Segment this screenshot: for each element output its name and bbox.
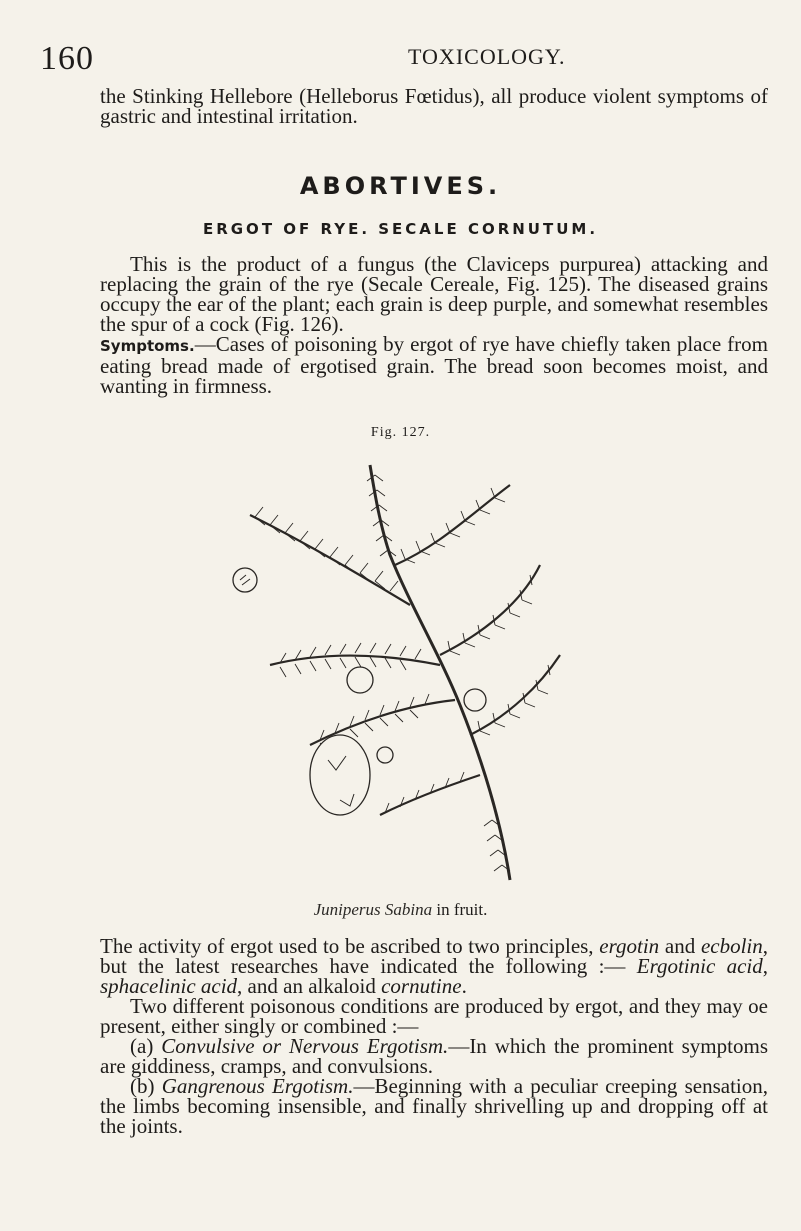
principles-and-alkaloid: , and an alkaloid <box>237 974 382 998</box>
form-b-label: (b) <box>130 1074 162 1098</box>
branch-left-mid <box>270 656 440 665</box>
page-number: 160 <box>40 40 94 77</box>
principles-section <box>100 936 768 1136</box>
branch-right-mid <box>440 565 540 655</box>
running-head: TOXICOLOGY. <box>408 44 566 69</box>
form-a-text: —In which the prominent symptoms are giddiness, cramps, and convulsions. <box>100 1034 768 1078</box>
ergot-paragraph <box>100 254 768 396</box>
term-ergotinic-acid: Ergotinic acid <box>636 954 763 978</box>
principles-text-mid: , but the latest researches have indicated the following :— <box>100 934 768 978</box>
form-b-text: —Beginning with a peculiar creeping sensation, the limbs becoming insensible, and finally shrivelling up and dropping off at the joints. <box>100 1074 768 1138</box>
juniper-illustration <box>210 455 590 885</box>
ergot-description: This is the product of a fungus (the Claviceps purpurea) attacking and replacing the grain of the rye (Secale Cereale, Fig. 125). The diseased grains occupy the ear of the plant; each grain is deep purple, and somewhat resembles the spur of a cock (Fig. 126). <box>100 252 768 336</box>
symptoms-text: —Cases of poisoning by ergot of rye have chiefly taken place from eating bread made of ergotised grain. The bread soon becomes moist, and wanting in firmness. <box>100 332 768 398</box>
form-b-title: Gangrenous Ergotism. <box>161 1074 354 1098</box>
branch-lower <box>380 775 480 815</box>
berry-4-large <box>310 735 370 815</box>
symptoms-label: Symptoms. <box>100 337 195 355</box>
section-title: ABORTIVES. <box>299 172 502 200</box>
form-a-paragraph <box>100 1036 768 1076</box>
section-subtitle: ERGOT OF RYE. SECALE CORNUTUM. <box>202 220 599 238</box>
form-a-title: Convulsive or Nervous Ergotism. <box>161 1034 449 1058</box>
caption-rest: in fruit. <box>432 900 488 919</box>
term-ecbolin: ecbolin <box>700 934 763 958</box>
main-stem <box>370 465 510 880</box>
figure-caption <box>0 900 801 920</box>
form-a-label: (a) <box>130 1034 162 1058</box>
caption-species: Juniperus Sabina <box>313 900 433 919</box>
berry-1 <box>233 568 257 592</box>
conditions-text: Two different poisonous conditions are produced by ergot, and they may oe present, either singly or combined :— <box>100 994 768 1038</box>
form-b-paragraph <box>100 1076 768 1136</box>
principles-period: . <box>461 974 467 998</box>
principles-comma: , <box>762 954 769 978</box>
intro-text: the Stinking Hellebore (Helleborus Fœtidus), all produce violent symptoms of gastric and intestinal irritation. <box>100 84 768 128</box>
juniper-sprig-drawing <box>210 455 590 885</box>
branch-right-upper <box>395 485 510 565</box>
principles-and: and <box>659 934 701 958</box>
principles-text-start: The activity of ergot used to be ascribed to two principles, <box>100 934 600 958</box>
term-sphacelinic-acid: sphacelinic acid <box>100 974 238 998</box>
principles-paragraph <box>100 936 768 996</box>
conditions-paragraph <box>100 996 768 1036</box>
berry-3 <box>464 689 486 711</box>
berry-5 <box>377 747 393 763</box>
intro-paragraph <box>100 86 768 126</box>
term-cornutine: cornutine <box>381 974 462 998</box>
page-header <box>40 40 780 80</box>
term-ergotin: ergotin <box>599 934 660 958</box>
figure-label: Fig. 127. <box>370 425 431 440</box>
berry-2 <box>347 667 373 693</box>
